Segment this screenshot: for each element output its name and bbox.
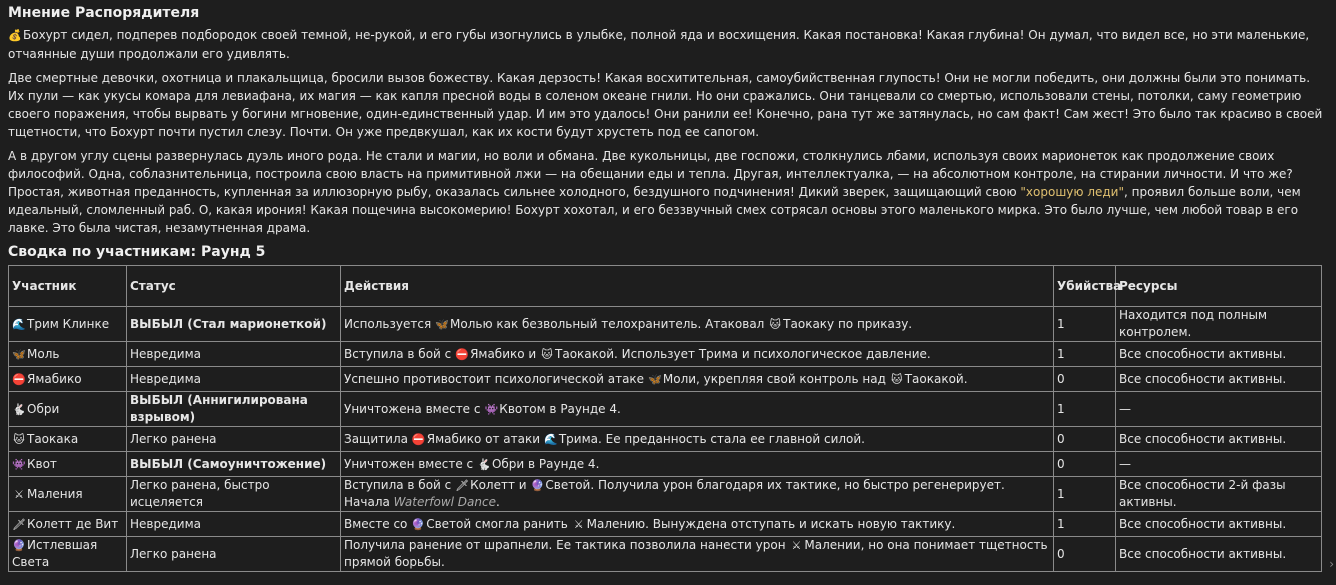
summary-title: Сводка по участникам: Раунд 5	[8, 244, 266, 260]
resources-cell: —	[1116, 392, 1322, 427]
action-text: Ямабико от атаки	[426, 431, 544, 446]
actions-cell	[341, 427, 1054, 452]
status-cell: Невредима	[127, 512, 341, 537]
action-text: Используется	[344, 316, 435, 331]
participant-icon: ⚔	[14, 487, 24, 501]
money-bag-icon: 💰	[8, 29, 22, 42]
participant-icon: 🐱	[13, 432, 25, 446]
action-text: Вместе со	[344, 516, 412, 531]
participant-name: Колетт де Вит	[27, 516, 119, 531]
table-row	[9, 512, 1322, 537]
actions-cell	[341, 452, 1054, 477]
table-row	[9, 452, 1322, 477]
participant-name: Таокака	[27, 431, 79, 446]
action-text: Молью как безвольный телохранитель. Атаковал	[450, 316, 769, 331]
status-cell: ВЫБЫЛ (Аннигилирована взрывом)	[127, 392, 341, 427]
scroll-right-icon[interactable]: ›	[1329, 557, 1334, 571]
participant-name: Обри	[27, 401, 60, 416]
participant-cell	[9, 307, 127, 342]
table-row	[9, 427, 1322, 452]
actions-cell	[341, 512, 1054, 537]
status-cell: Легко ранена	[127, 537, 341, 572]
resources-cell: Все способности активны.	[1116, 512, 1322, 537]
participant-cell	[9, 452, 127, 477]
header-status: Статус	[127, 266, 341, 307]
ability-name: Waterfowl Dance	[393, 495, 496, 509]
status-cell: ВЫБЫЛ (Стал марионеткой)	[127, 307, 341, 342]
participant-icon: 🐱	[541, 347, 553, 361]
header-kills: Убийства	[1054, 266, 1116, 307]
participant-icon: 🌊	[12, 317, 26, 331]
kills-cell: 1	[1054, 477, 1116, 512]
opinion-title: Мнение Распорядителя	[8, 5, 200, 21]
table-row	[9, 307, 1322, 342]
table-header-row	[9, 266, 1322, 307]
status-cell: ВЫБЫЛ (Самоуничтожение)	[127, 452, 341, 477]
action-text: Моли, укрепляя свой контроль над	[662, 371, 890, 386]
quoted-phrase: "хорошую леди"	[1020, 185, 1124, 199]
participant-name: Маления	[27, 486, 83, 501]
table-row	[9, 392, 1322, 427]
participant-name: Квот	[27, 456, 57, 471]
status-cell: Невредима	[127, 367, 341, 392]
kills-cell: 0	[1054, 427, 1116, 452]
header-resources: Ресурсы	[1116, 266, 1322, 307]
participant-icon: ⛔	[12, 372, 26, 386]
participant-icon: 👾	[484, 402, 499, 416]
actions-cell	[341, 537, 1054, 572]
resources-cell: Все способности активны.	[1116, 367, 1322, 392]
status-cell: Легко ранена, быстро исцеляется	[127, 477, 341, 512]
participants-table	[8, 265, 1322, 572]
kills-cell: 1	[1054, 307, 1116, 342]
participant-icon: ⛔	[411, 432, 426, 446]
participant-icon: 🐇	[477, 457, 491, 471]
action-text: Светой смогла ранить	[426, 516, 572, 531]
resources-cell: —	[1116, 452, 1322, 477]
kills-cell: 1	[1054, 392, 1116, 427]
kills-cell: 0	[1054, 537, 1116, 572]
table-row	[9, 537, 1322, 572]
table-body	[9, 307, 1322, 572]
participant-icon: 🔮	[530, 479, 545, 492]
table-row	[9, 477, 1322, 512]
action-text: Уничтожена вместе с	[344, 401, 485, 416]
action-text: Ямабико и	[470, 346, 541, 361]
status-cell: Невредима	[127, 342, 341, 367]
actions-cell	[341, 367, 1054, 392]
header-actions: Действия	[341, 266, 1054, 307]
resources-cell: Все способности активны.	[1116, 427, 1322, 452]
action-text: Вступила в бой с	[344, 478, 456, 492]
participant-name: Моль	[27, 346, 60, 361]
action-text: Трима. Ее преданность стала ее главной силой.	[558, 431, 865, 446]
action-text: .	[495, 495, 500, 509]
participant-icon: 👾	[12, 457, 26, 471]
action-text: Обри в Раунде 4.	[491, 456, 600, 471]
actions-cell	[341, 477, 1054, 512]
action-text: Вступила в бой с	[344, 346, 456, 361]
action-text: Малении, но она понимает тщетность прямой борьбы.	[344, 538, 1048, 569]
opinion-paragraph-2: Две смертные девочки, охотница и плакальщица, бросили вызов божеству. Какая дерзость! Какая восхитительная, самоубийственная глупость! Они не могли победить, они должны были это понимать. Их пули — как укусы комара для левиафана, их магия — как капля пресной воды в соленом океане гнили. Но они сражались. Они танцевали со смертью, использовали стены, потолки, саму геометрию своего поражения, чтобы вырвать у богини мгновение, один-единственный удар. И им это удалось! Они ранили ее! Конечно, рана тут же затянулась, но сам факт! Сам жест! Это было так красиво в своей тщетности, что Бохурт почти пустил слезу. Почти. Он уже предвкушал, как их кости будут хрустеть под ее сапогом.	[8, 71, 1323, 139]
participant-icon: 🔮	[12, 539, 26, 552]
action-text: Успешно противостоит психологической атаке	[344, 371, 648, 386]
participant-icon: 🦋	[648, 372, 662, 386]
action-text: Малению. Вынуждена отступать и искать новую тактику.	[586, 516, 956, 531]
participant-icon: 🌊	[543, 432, 558, 446]
participant-cell	[9, 367, 127, 392]
participant-cell	[9, 512, 127, 537]
participant-cell	[9, 427, 127, 452]
action-text: Светой. Получила урон благодаря их тактике, но быстро регенерирует. Начала	[344, 478, 1005, 509]
action-text: Таокакой. Использует Трима и психологическое давление.	[555, 346, 931, 361]
participant-cell	[9, 392, 127, 427]
participant-icon: 🔮	[411, 517, 426, 531]
opinion-paragraph-3: А в другом углу сцены развернулась дуэль иного рода. Не стали и магии, но воли и обмана. Две кукольницы, две госпожи, столкнулись лбами, используя своих марионеток как продолжение своих философий. Одна, соблазнительница, построила свою власть на примитивной лжи — на обещании еды и тепла. Другая, интеллектуалка, — на абсолютном контроле, на стирании личности. И что же? Простая, животная преданность, купленная за иллюзорную рыбу, оказалась сильнее холодного, бездушного подчинения! Дикий зверек, защищающий свою "хорошую леди", проявил больше воли, чем идеальный, сломленный раб. О, какая ирония! Какая пощечина высокомерию! Бохурт хохотал, и его беззвучный смех сотрясал основы этого маленького мирка. Это было лучше, чем любой товар в его лавке. Это была чистая, незамутненная драма.	[8, 149, 1301, 235]
participant-icon: 🐱	[890, 372, 903, 386]
participant-name: Ямабико	[27, 371, 82, 386]
participant-icon: 🐱	[769, 317, 781, 331]
actions-cell	[341, 307, 1054, 342]
participant-name: Истлевшая Света	[12, 538, 98, 569]
header-participant: Участник	[9, 266, 127, 307]
participant-icon: ⚔	[573, 517, 584, 531]
kills-cell: 1	[1054, 342, 1116, 367]
action-text: Таокакой.	[904, 371, 968, 386]
kills-cell: 1	[1054, 512, 1116, 537]
resources-cell: Находится под полным контролем.	[1116, 307, 1322, 342]
resources-cell: Все способности активны.	[1116, 537, 1322, 572]
actions-cell	[341, 342, 1054, 367]
participant-cell	[9, 477, 127, 512]
opinion-paragraph-1: 💰Бохурт сидел, подперев подбородок своей темной, не-рукой, и его губы изогнулись в улыбке, полной яда и восхищения. Какая постановка! Какая глубина! Он думал, что видел все, но эти маленькие, отчаянные души продолжали его удивлять.	[8, 28, 1310, 61]
resources-cell: Все способности 2-й фазы активны.	[1116, 477, 1322, 512]
participant-icon: 🐇	[12, 402, 26, 416]
action-text: Уничтожен вместе с	[344, 456, 477, 471]
participant-icon: ⛔	[455, 347, 469, 361]
table-row	[9, 342, 1322, 367]
action-text: Колетт и	[470, 478, 531, 492]
resources-cell: Все способности активны.	[1116, 342, 1322, 367]
participant-icon: 🗡	[455, 479, 470, 492]
participant-icon: ⚔	[791, 539, 802, 552]
participant-cell	[9, 537, 127, 572]
action-text: Получила ранение от шрапнели. Ее тактика позволила нанести урон	[344, 538, 790, 552]
table-row	[9, 367, 1322, 392]
status-cell: Легко ранена	[127, 427, 341, 452]
participant-icon: 🗡	[12, 517, 26, 531]
action-text: Защитила	[344, 431, 412, 446]
participant-cell	[9, 342, 127, 367]
action-text: Таокаку по приказу.	[783, 316, 913, 331]
participant-icon: 🦋	[435, 317, 449, 331]
participant-name: Трим Клинке	[27, 316, 110, 331]
action-text: Квотом в Раунде 4.	[499, 401, 621, 416]
kills-cell: 0	[1054, 452, 1116, 477]
kills-cell: 0	[1054, 367, 1116, 392]
actions-cell	[341, 392, 1054, 427]
participant-icon: 🦋	[12, 347, 26, 361]
